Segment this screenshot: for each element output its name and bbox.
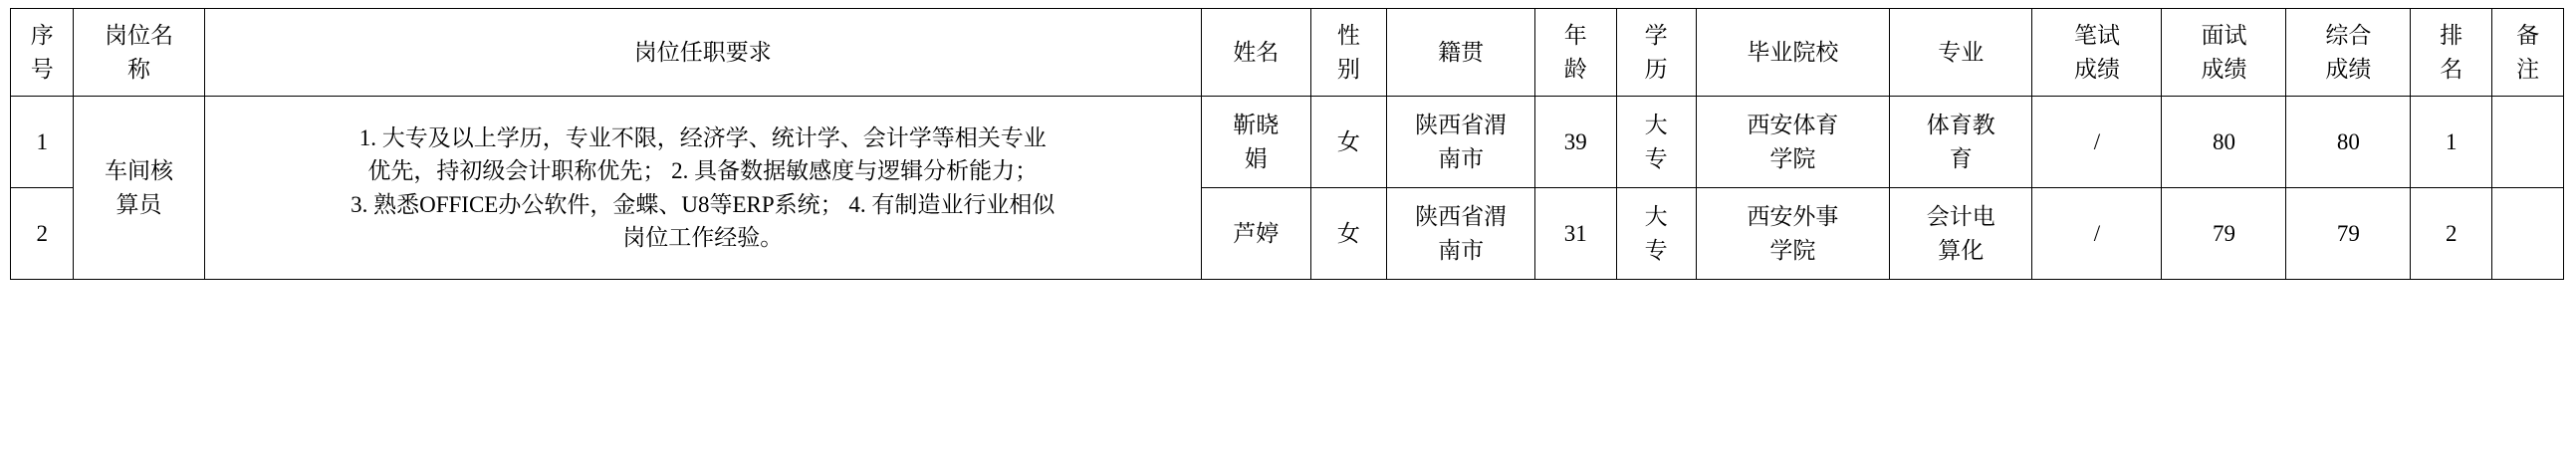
header-origin: 籍贯 xyxy=(1387,9,1534,97)
header-written-score-line2: 成绩 xyxy=(2073,56,2120,82)
header-school: 毕业院校 xyxy=(1696,9,1890,97)
cell-origin xyxy=(1387,188,1534,280)
header-total-score-line2: 成绩 xyxy=(2325,56,2372,82)
cell-written-score: / xyxy=(2032,188,2162,280)
cell-seq: 2 xyxy=(11,188,74,280)
table-header-row xyxy=(11,9,2564,97)
header-interview-score-line1: 面试 xyxy=(2201,23,2247,49)
cell-school-line2: 学院 xyxy=(1769,237,1816,263)
cell-major xyxy=(1890,97,2032,188)
header-interview-score-line2: 成绩 xyxy=(2201,56,2247,82)
header-remark xyxy=(2492,9,2564,97)
cell-age: 31 xyxy=(1534,188,1616,280)
cell-post-name-merged xyxy=(74,97,204,280)
cell-origin-line1: 陕西省渭 xyxy=(1415,113,1508,138)
header-written-score xyxy=(2032,9,2162,97)
cell-origin xyxy=(1387,97,1534,188)
header-age xyxy=(1534,9,1616,97)
cell-education-line1: 大 xyxy=(1644,113,1668,138)
cell-name xyxy=(1201,97,1310,188)
cell-age: 39 xyxy=(1534,97,1616,188)
header-post-name xyxy=(74,9,204,97)
cell-education-line2: 专 xyxy=(1644,237,1668,263)
cell-education-line1: 大 xyxy=(1644,204,1668,230)
header-total-score xyxy=(2286,9,2411,97)
cell-school-line2: 学院 xyxy=(1769,145,1816,171)
header-gender xyxy=(1310,9,1387,97)
cell-major-line1: 会计电 xyxy=(1926,204,1995,230)
cell-name-line2: 娟 xyxy=(1244,145,1268,171)
header-major: 专业 xyxy=(1890,9,2032,97)
header-total-score-line1: 综合 xyxy=(2325,23,2372,49)
header-gender-line2: 别 xyxy=(1336,56,1360,82)
header-written-score-line1: 笔试 xyxy=(2073,23,2120,49)
requirements-line-2: 优先，持初级会计职称优先； 2. 具备数据敏感度与逻辑分析能力； xyxy=(367,158,1039,184)
cell-requirements xyxy=(204,97,1201,280)
header-rank-line2: 名 xyxy=(2440,56,2463,82)
cell-interview-score: 80 xyxy=(2162,97,2286,188)
cell-interview-score: 79 xyxy=(2162,188,2286,280)
cell-school xyxy=(1696,188,1890,280)
cell-education xyxy=(1616,97,1696,188)
cell-total-score: 79 xyxy=(2286,188,2411,280)
table-row xyxy=(11,97,2564,188)
cell-origin-line2: 南市 xyxy=(1438,237,1485,263)
cell-major xyxy=(1890,188,2032,280)
cell-gender: 女 xyxy=(1310,188,1387,280)
header-seq xyxy=(11,9,74,97)
cell-school-line1: 西安外事 xyxy=(1747,204,1839,230)
header-remark-line1: 备 xyxy=(2516,23,2540,49)
cell-gender: 女 xyxy=(1310,97,1387,188)
cell-origin-line2: 南市 xyxy=(1438,145,1485,171)
header-rank-line1: 排 xyxy=(2440,23,2463,49)
cell-written-score: / xyxy=(2032,97,2162,188)
header-age-line2: 龄 xyxy=(1563,56,1587,82)
header-post-name-line2: 称 xyxy=(127,56,151,82)
cell-post-name-line1: 车间核 xyxy=(105,158,174,184)
cell-remark xyxy=(2492,188,2564,280)
cell-major-line2: 育 xyxy=(1949,145,1973,171)
header-seq-line2: 号 xyxy=(30,56,54,82)
header-remark-line2: 注 xyxy=(2516,56,2540,82)
header-seq-line1: 序 xyxy=(30,23,54,49)
header-education-line2: 历 xyxy=(1644,56,1668,82)
header-post-name-line1: 岗位名 xyxy=(105,23,174,49)
requirements-line-4: 岗位工作经验。 xyxy=(622,224,784,250)
cell-origin-line1: 陕西省渭 xyxy=(1415,204,1508,230)
header-rank xyxy=(2411,9,2492,97)
cell-name-line1: 芦婷 xyxy=(1233,220,1280,246)
header-education-line1: 学 xyxy=(1644,23,1668,49)
cell-post-name-line2: 算员 xyxy=(116,191,162,217)
cell-total-score: 80 xyxy=(2286,97,2411,188)
header-requirements: 岗位任职要求 xyxy=(204,9,1201,97)
header-gender-line1: 性 xyxy=(1336,23,1360,49)
header-name: 姓名 xyxy=(1201,9,1310,97)
cell-name xyxy=(1201,188,1310,280)
header-education xyxy=(1616,9,1696,97)
cell-seq: 1 xyxy=(11,97,74,188)
cell-education xyxy=(1616,188,1696,280)
requirements-line-3: 3. 熟悉OFFICE办公软件，金蝶、U8等ERP系统； 4. 有制造业行业相似 xyxy=(351,191,1055,217)
cell-school xyxy=(1696,97,1890,188)
cell-remark xyxy=(2492,97,2564,188)
header-age-line1: 年 xyxy=(1563,23,1587,49)
cell-school-line1: 西安体育 xyxy=(1747,113,1839,138)
cell-major-line1: 体育教 xyxy=(1926,113,1995,138)
cell-major-line2: 算化 xyxy=(1938,237,1985,263)
requirements-line-1: 1. 大专及以上学历，专业不限，经济学、统计学、会计学等相关专业 xyxy=(358,124,1047,150)
cell-name-line1: 靳晓 xyxy=(1233,113,1280,138)
cell-rank: 2 xyxy=(2411,188,2492,280)
header-interview-score xyxy=(2162,9,2286,97)
cell-rank: 1 xyxy=(2411,97,2492,188)
recruitment-results-table xyxy=(10,8,2564,280)
cell-education-line2: 专 xyxy=(1644,145,1668,171)
